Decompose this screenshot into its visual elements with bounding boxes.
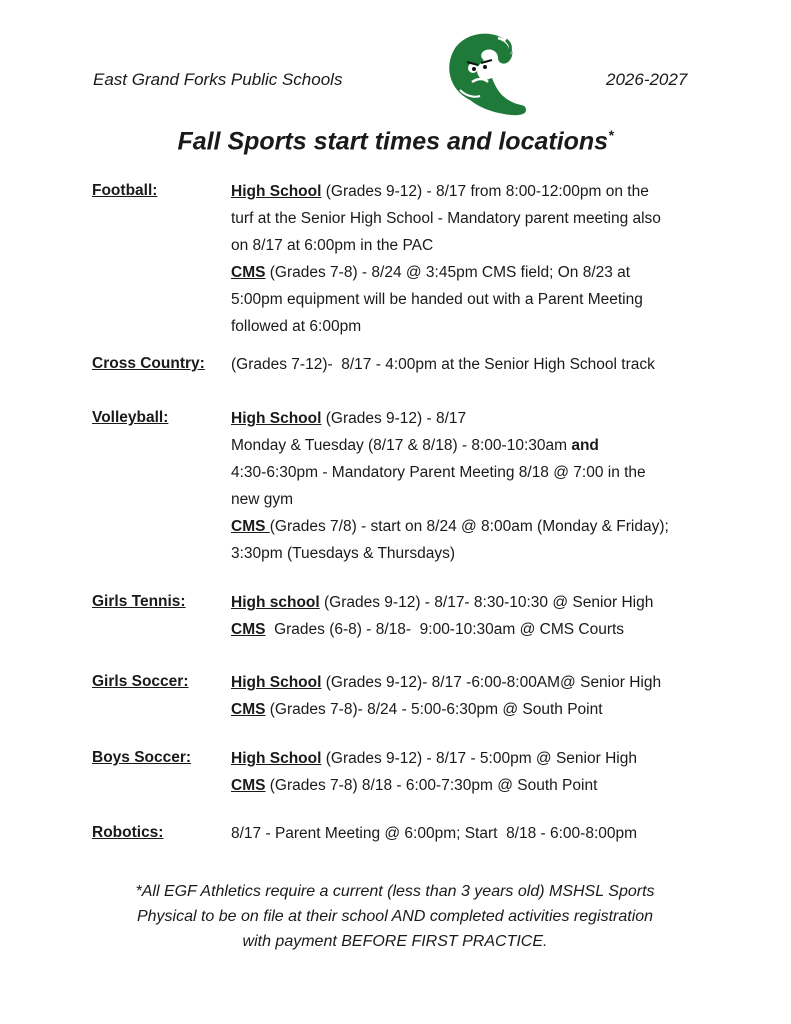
sport-name: Girls Tennis: [92,593,186,610]
detail-line [231,540,701,567]
school-level: High School [231,183,322,200]
detail-text: (Grades 7-8) 8/18 - 6:00-7:30pm @ South Point [265,777,598,794]
school-level: High School [231,750,322,767]
detail-text: new gym [231,491,294,508]
detail-text: (Grades 9-12) - 8/17 [321,410,467,427]
sport-name: Football: [92,182,158,199]
school-year: 2026-2027 [606,70,688,89]
detail-text: (Grades 7-12)- 8/17 - 4:00pm at the Senior High School track [231,356,655,373]
detail-text: (Grades 9-12) - 8/17 - 5:00pm @ Senior High [321,750,637,767]
detail-text: (Grades 9-12) - 8/17 from 8:00-12:00pm on the [321,183,649,200]
detail-text: 4:30-6:30pm - Mandatory Parent Meeting 8/18 @ 7:00 in the [231,464,646,481]
school-level: High School [231,674,322,691]
detail-text: Grades (6-8) - 8/18- 9:00-10:30am @ CMS Courts [265,621,625,638]
sport-details [231,589,701,643]
detail-line [231,351,701,378]
detail-text: 3:30pm (Tuesdays & Thursdays) [231,545,455,562]
sport-details [231,669,701,723]
school-level: CMS [231,777,266,794]
school-level: CMS [231,518,270,535]
detail-line [231,405,701,432]
sport-name: Volleyball: [92,409,169,426]
detail-text: on 8/17 at 6:00pm in the PAC [231,237,434,254]
detail-line [231,616,701,643]
title-asterisk: * [608,127,614,143]
detail-line [231,486,701,513]
sport-details [231,178,701,340]
sport-name: Boys Soccer: [92,749,192,766]
title-text: Fall Sports start times and locations [177,127,609,156]
detail-line [231,232,701,259]
district-name: East Grand Forks Public Schools [93,70,343,89]
school-level: CMS [231,621,266,638]
sport-details [231,405,701,567]
detail-text: (Grades 7/8) - start on 8/24 @ 8:00am (Monday & Friday); [269,518,669,535]
green-wave-mascot-logo [440,30,528,116]
sport-name: Cross Country: [92,355,205,372]
detail-line [231,259,701,286]
detail-line [231,178,701,205]
detail-text: (Grades 7-8)- 8/24 - 5:00-6:30pm @ South Point [265,701,603,718]
school-level: High School [231,410,322,427]
detail-line [231,696,701,723]
detail-text: Monday & Tuesday (8/17 & 8/18) - 8:00-10:30am [231,437,572,454]
school-level: CMS [231,701,266,718]
detail-line [231,820,701,847]
detail-line [231,286,701,313]
sport-details [231,820,701,847]
footer-note [90,879,700,954]
detail-line [231,669,701,696]
school-level: CMS [231,264,266,281]
school-level: High school [231,594,320,611]
detail-line [231,205,701,232]
detail-line [231,459,701,486]
sport-details [231,745,701,799]
detail-line [231,513,701,540]
detail-text: (Grades 9-12)- 8/17 -6:00-8:00AM@ Senior High [321,674,662,691]
detail-line [231,589,701,616]
detail-text: 8/17 - Parent Meeting @ 6:00pm; Start 8/18 - 6:00-8:00pm [231,825,638,842]
detail-text: turf at the Senior High School - Mandatory parent meeting also [231,210,661,227]
detail-text: (Grades 7-8) - 8/24 @ 3:45pm CMS field; On 8/23 at [265,264,631,281]
detail-text: (Grades 9-12) - 8/17- 8:30-10:30 @ Senior High [319,594,654,611]
sport-name: Robotics: [92,824,164,841]
footer-line: Physical to be on file at their school AND completed activities registration [136,908,654,925]
sport-name: Girls Soccer: [92,673,189,690]
footer-line: with payment BEFORE FIRST PRACTICE. [242,933,548,950]
footer-line: *All EGF Athletics require a current (less than 3 years old) MSHSL Sports [135,883,655,900]
page-title [0,127,791,156]
detail-line [231,772,701,799]
detail-line [231,745,701,772]
sport-details [231,351,701,378]
detail-text: followed at 6:00pm [231,318,362,335]
detail-line [231,313,701,340]
detail-bold: and [571,437,599,454]
detail-line [231,432,701,459]
detail-text: 5:00pm equipment will be handed out with a Parent Meeting [231,291,643,308]
